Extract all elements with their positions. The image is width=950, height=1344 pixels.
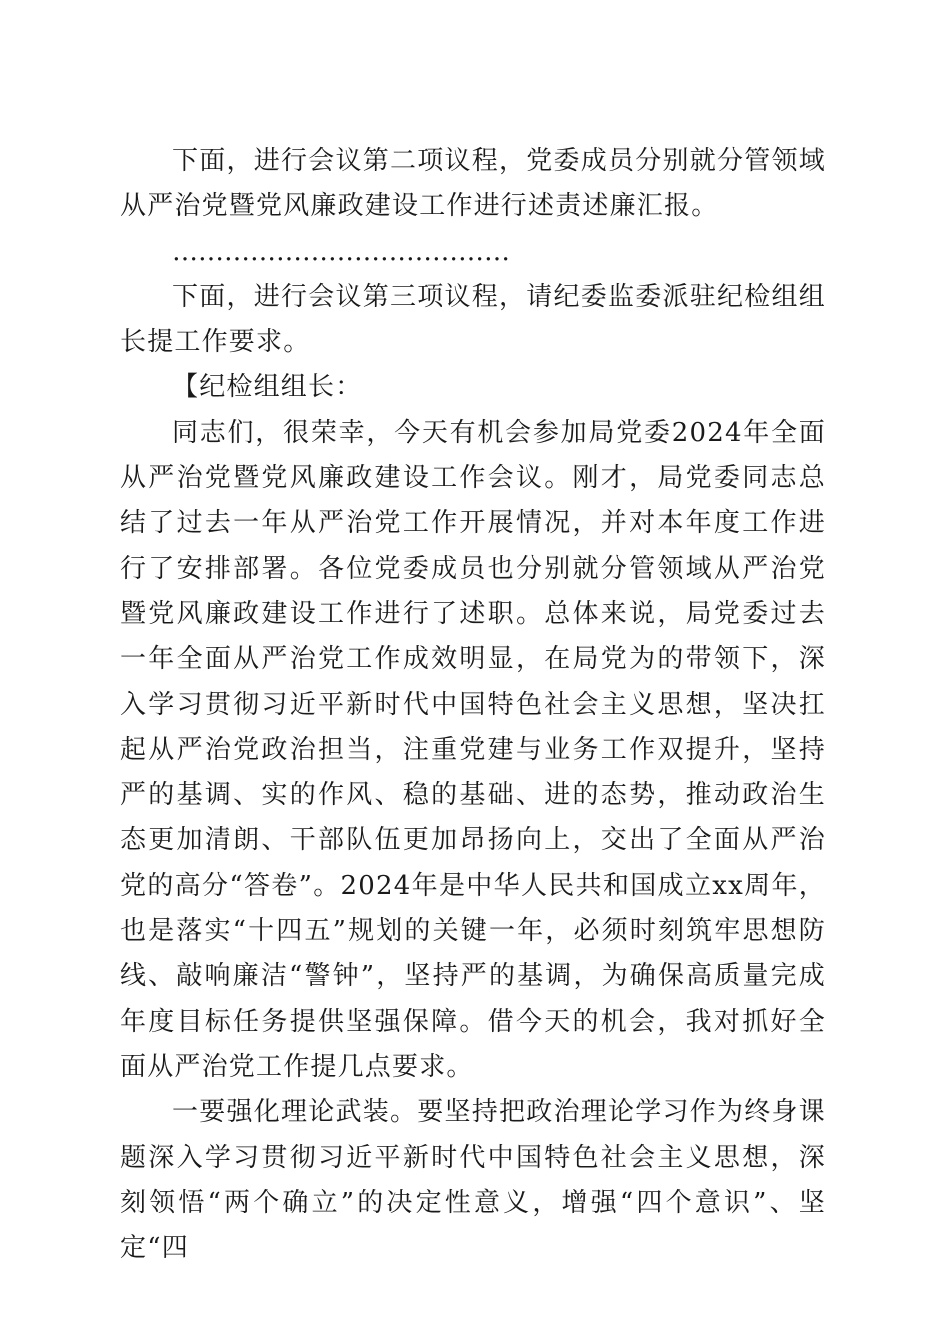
paragraph-agenda-item-3: 下面，进行会议第三项议程，请纪委监委派驻纪检组组长提工作要求。: [120, 281, 826, 358]
ellipsis-separator: …………………………………: [172, 236, 510, 267]
paragraph-agenda-item-2: 下面，进行会议第二项议程，党委成员分别就分管领域从严治党暨党风廉政建设工作进行述责述廉汇报。: [120, 146, 826, 222]
speaker-label: 【纪检组组长：: [172, 372, 363, 403]
paragraph-speech-opening: 同志们，很荣幸，今天有机会参加局党委2024年全面从严治党暨党风廉政建设工作会议。刚才，局党委同志总结了过去一年从严治党工作开展情况，并对本年度工作进行了安排部署。各位党委成员也分别就分管领域从严治党暨党风廉政建设工作进行了述职。总体来说，局党委过去一年全面从严治党工作成效明显，在局党为的带领下，深入学习贯彻习近平新时代中国特色社会主义思想，坚决扛起从严治党政治担当，注重党建与业务工作双提升，坚持严的基调、实的作风、稳的基础、进的态势，推动政治生态更加清朗、干部队伍更加昂扬向上，交出了全面从严治党的高分“答卷”。2024年是中华人民共和国成立xx周年，也是落实“十四五”规划的关键一年，必须时刻筑牢思想防线、敲响廉洁“警钟”，坚持严的基调，为确保高质量完成年度目标任务提供坚强保障。借今天的机会，我对抓好全面从严治党工作提几点要求。: [120, 417, 826, 1082]
document-body: [120, 139, 826, 1271]
paragraph-requirement-1: 一要强化理论武装。要坚持把政治理论学习作为终身课题深入学习贯彻习近平新时代中国特色社会主义思想，深刻领悟“两个确立”的决定性意义，增强“四个意识”、坚定“四: [120, 1097, 826, 1264]
